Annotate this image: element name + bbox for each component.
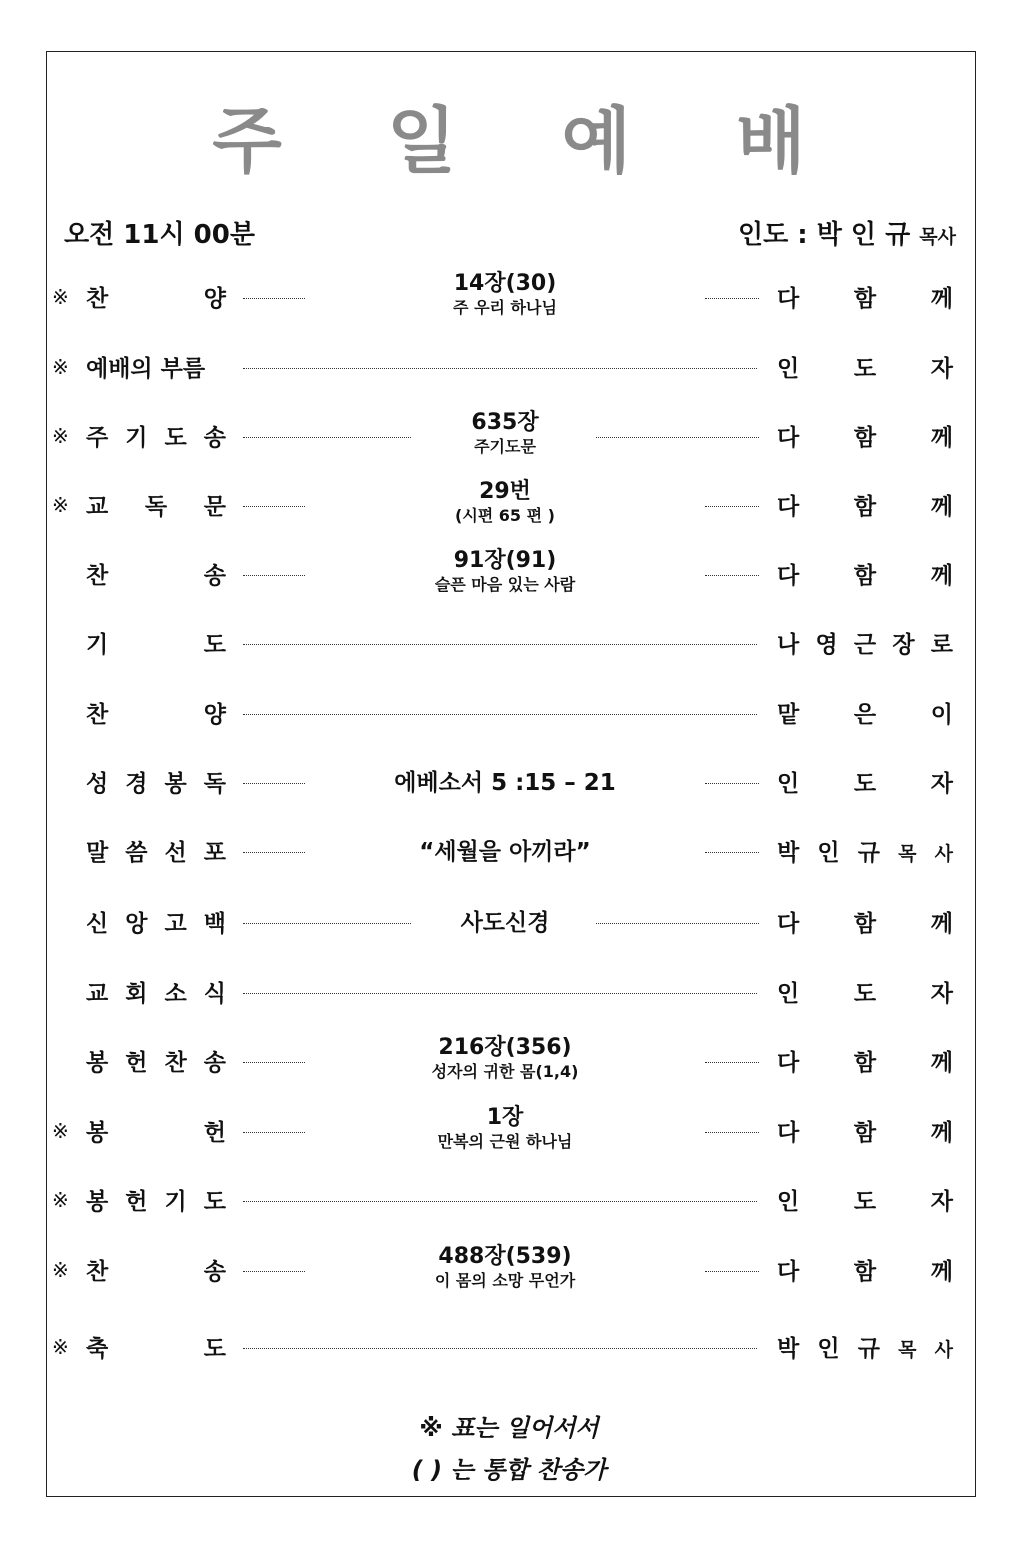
person-char: 함 bbox=[853, 425, 877, 451]
label-char: 고 bbox=[164, 911, 187, 937]
standing-mark: ※ bbox=[52, 1119, 69, 1143]
person-char: 박 bbox=[777, 840, 800, 866]
person-char: 함 bbox=[853, 494, 877, 520]
standing-mark: ※ bbox=[52, 1258, 69, 1282]
program-item-person bbox=[777, 280, 953, 313]
program-row bbox=[0, 614, 1018, 674]
dotted-leader bbox=[243, 298, 305, 299]
hymn-title: 슬픈 마음 있는 사람 bbox=[434, 575, 576, 594]
person-char: 다 bbox=[777, 1259, 800, 1285]
person-char: 자 bbox=[930, 981, 953, 1007]
program-item-detail bbox=[310, 755, 700, 811]
program-item-label bbox=[86, 975, 226, 1008]
person-char: 규 bbox=[857, 840, 880, 866]
person-char: 인 bbox=[817, 1336, 840, 1362]
leader-name: 박 인 규 bbox=[816, 220, 911, 250]
person-char: 다 bbox=[777, 425, 800, 451]
person-char: 자 bbox=[930, 1189, 953, 1215]
standing-mark: ※ bbox=[52, 424, 69, 448]
label-char: 백 bbox=[203, 911, 226, 937]
person-char: 함 bbox=[853, 286, 877, 312]
program-row bbox=[0, 1102, 1018, 1162]
program-item-person bbox=[777, 765, 953, 798]
dotted-leader bbox=[243, 1132, 305, 1133]
footnote-hymnal: ( ) 는 통합 찬송가 bbox=[411, 1456, 607, 1484]
dotted-leader bbox=[243, 783, 305, 784]
person-char: 께 bbox=[930, 911, 953, 937]
label-char: 양 bbox=[203, 286, 226, 312]
label-char: 찬 bbox=[86, 286, 109, 312]
person-char: 께 bbox=[930, 1259, 953, 1285]
program-row bbox=[0, 1318, 1018, 1378]
person-char: 로 bbox=[930, 632, 953, 658]
person-char: 영 bbox=[815, 632, 838, 658]
dotted-leader bbox=[705, 1271, 759, 1272]
dotted-leader bbox=[243, 1201, 757, 1202]
hymn-title: 주기도문 bbox=[474, 437, 536, 456]
program-item-detail bbox=[310, 409, 700, 457]
label-char: 소 bbox=[164, 981, 187, 1007]
dotted-leader bbox=[705, 783, 759, 784]
program-item-detail bbox=[310, 478, 700, 526]
label-char: 봉 bbox=[86, 1120, 109, 1146]
hymn-title: 만복의 근원 하나님 bbox=[437, 1132, 573, 1151]
standing-mark: ※ bbox=[52, 493, 69, 517]
program-row bbox=[0, 753, 1018, 813]
person-char: 도 bbox=[853, 981, 877, 1007]
dotted-leader bbox=[243, 852, 305, 853]
service-time: 오전 11시 00분 bbox=[64, 220, 255, 250]
dotted-leader bbox=[243, 368, 757, 369]
program-item-person bbox=[777, 696, 953, 729]
dotted-leader bbox=[243, 575, 305, 576]
person-char: 인 bbox=[777, 1189, 800, 1215]
label-char: 찬 bbox=[164, 1050, 187, 1076]
label-char: 회 bbox=[125, 981, 148, 1007]
dotted-leader bbox=[243, 1271, 305, 1272]
label-char: 도 bbox=[203, 1189, 226, 1215]
program-item-label bbox=[86, 350, 226, 383]
person-char: 나 bbox=[777, 632, 800, 658]
person-char: 께 bbox=[930, 286, 953, 312]
program-item-text: 에베소서 5 :15 – 21 bbox=[394, 770, 616, 796]
label-char: 독 bbox=[144, 494, 168, 520]
label-char: 주 bbox=[86, 425, 109, 451]
dotted-leader bbox=[705, 298, 759, 299]
program-item-detail bbox=[310, 270, 700, 318]
hymn-number: 1장 bbox=[486, 1105, 524, 1130]
label-char: 봉 bbox=[86, 1050, 109, 1076]
dotted-leader bbox=[243, 644, 757, 645]
person-char: 함 bbox=[853, 1259, 877, 1285]
label-char: 경 bbox=[125, 771, 148, 797]
label-char: 앙 bbox=[125, 911, 148, 937]
hymn-number: 29번 bbox=[479, 479, 531, 504]
person-char: 다 bbox=[777, 1050, 800, 1076]
label-char: 신 bbox=[86, 911, 109, 937]
leader-label: 인도 : bbox=[738, 220, 808, 250]
person-char: 사 bbox=[934, 843, 953, 865]
person-char: 맡 bbox=[777, 702, 800, 728]
program-item-person bbox=[777, 1253, 953, 1286]
program-item-person bbox=[777, 905, 953, 938]
label-char: 선 bbox=[164, 840, 187, 866]
person-char: 도 bbox=[853, 356, 877, 382]
dotted-leader bbox=[705, 852, 759, 853]
program-row bbox=[0, 476, 1018, 536]
person-char: 께 bbox=[930, 494, 953, 520]
program-item-detail bbox=[310, 895, 700, 951]
person-char: 도 bbox=[853, 771, 877, 797]
program-item-detail bbox=[310, 1243, 700, 1291]
label-char: 교 bbox=[86, 981, 109, 1007]
person-char: 인 bbox=[777, 771, 800, 797]
person-char: 사 bbox=[934, 1339, 953, 1361]
person-char: 도 bbox=[853, 1189, 877, 1215]
dotted-leader bbox=[705, 506, 759, 507]
program-row bbox=[0, 963, 1018, 1023]
label-char: 도 bbox=[164, 425, 187, 451]
dotted-leader bbox=[705, 1062, 759, 1063]
program-item-person bbox=[777, 1114, 953, 1147]
person-char: 규 bbox=[857, 1336, 880, 1362]
person-char: 함 bbox=[853, 1120, 877, 1146]
dotted-leader bbox=[243, 1348, 757, 1349]
program-row bbox=[0, 1171, 1018, 1231]
page-title: 주 일 예 배 bbox=[212, 99, 846, 183]
person-char: 함 bbox=[853, 563, 877, 589]
hymn-title: (시편 65 편 ) bbox=[455, 506, 555, 525]
label-char: 헌 bbox=[125, 1050, 148, 1076]
person-char: 박 bbox=[777, 1336, 800, 1362]
person-char: 다 bbox=[777, 494, 800, 520]
program-item-label bbox=[86, 488, 226, 521]
hymn-number: 216장(356) bbox=[438, 1035, 572, 1060]
program-item-label bbox=[86, 1114, 226, 1147]
person-char: 함 bbox=[853, 911, 877, 937]
program-item-detail bbox=[310, 824, 700, 880]
person-char: 목 bbox=[898, 843, 917, 865]
dotted-leader bbox=[243, 993, 757, 994]
program-row bbox=[0, 407, 1018, 467]
label-char: 씀 bbox=[125, 840, 148, 866]
hymn-number: 91장(91) bbox=[453, 548, 557, 573]
label-char: 성 bbox=[86, 771, 109, 797]
program-item-detail bbox=[310, 1104, 700, 1152]
label-char: 봉 bbox=[86, 1189, 109, 1215]
person-char: 다 bbox=[777, 1120, 800, 1146]
person-char: 다 bbox=[777, 911, 800, 937]
hymn-number: 14장(30) bbox=[453, 271, 557, 296]
label-char: 봉 bbox=[164, 771, 187, 797]
dotted-leader bbox=[705, 1132, 759, 1133]
label-char: 기 bbox=[86, 632, 109, 658]
person-char: 다 bbox=[777, 286, 800, 312]
program-item-label bbox=[86, 696, 226, 729]
person-char: 인 bbox=[777, 356, 800, 382]
label-char: 도 bbox=[203, 632, 226, 658]
dotted-leader bbox=[243, 714, 757, 715]
program-item-label bbox=[86, 280, 226, 313]
program-item-label bbox=[86, 626, 226, 659]
person-char: 자 bbox=[930, 771, 953, 797]
hymn-title: 이 몸의 소망 무언가 bbox=[434, 1271, 576, 1290]
program-item-person bbox=[777, 419, 953, 452]
standing-mark: ※ bbox=[52, 285, 69, 309]
program-item-person bbox=[777, 488, 953, 521]
hymn-number: 635장 bbox=[471, 410, 539, 435]
program-item-person bbox=[777, 626, 953, 659]
label-char: 교 bbox=[86, 494, 109, 520]
program-row bbox=[0, 684, 1018, 744]
program-item-detail bbox=[310, 547, 700, 595]
program-item-label bbox=[86, 1183, 226, 1216]
program-item-label bbox=[86, 557, 226, 590]
program-item-label bbox=[86, 1044, 226, 1077]
person-char: 목 bbox=[898, 1339, 917, 1361]
label-char: 축 bbox=[86, 1336, 109, 1362]
program-item-detail bbox=[310, 1034, 700, 1082]
program-item-person bbox=[777, 557, 953, 590]
standing-mark: ※ bbox=[52, 1188, 69, 1212]
dotted-leader bbox=[705, 575, 759, 576]
label-char: 도 bbox=[203, 1336, 226, 1362]
label-char: 기 bbox=[164, 1189, 187, 1215]
label-char: 송 bbox=[203, 425, 226, 451]
label-char: 찬 bbox=[86, 563, 109, 589]
person-char: 함 bbox=[853, 1050, 877, 1076]
label-char: 찬 bbox=[86, 1259, 109, 1285]
hymn-title: 성자의 귀한 몸(1,4) bbox=[431, 1062, 579, 1081]
label-char: 말 bbox=[86, 840, 109, 866]
label-char: 문 bbox=[203, 494, 226, 520]
program-item-person bbox=[777, 975, 953, 1008]
program-item-label bbox=[86, 1330, 226, 1363]
footnote-standing: ※ 표는 일어서서 bbox=[419, 1414, 599, 1442]
label-char: 양 bbox=[203, 702, 226, 728]
person-char: 은 bbox=[853, 702, 877, 728]
program-item-label bbox=[86, 905, 226, 938]
label-char: 송 bbox=[203, 1259, 226, 1285]
label-char: 포 bbox=[203, 840, 226, 866]
program-row bbox=[0, 338, 1018, 398]
person-char: 께 bbox=[930, 425, 953, 451]
label-char: 식 bbox=[203, 981, 226, 1007]
program-item-text: 사도신경 bbox=[460, 910, 550, 936]
program-item-label bbox=[86, 834, 226, 867]
label-char: 예배의 부름 bbox=[86, 356, 206, 382]
label-char: 헌 bbox=[125, 1189, 148, 1215]
dotted-leader bbox=[243, 1062, 305, 1063]
person-char: 자 bbox=[930, 356, 953, 382]
program-row bbox=[0, 1241, 1018, 1301]
person-char: 다 bbox=[777, 563, 800, 589]
service-leader bbox=[738, 214, 956, 251]
person-char: 이 bbox=[930, 702, 953, 728]
program-item-person bbox=[777, 834, 953, 867]
label-char: 헌 bbox=[203, 1120, 226, 1146]
label-char: 기 bbox=[125, 425, 148, 451]
label-char: 송 bbox=[203, 1050, 226, 1076]
leader-role: 목사 bbox=[919, 226, 956, 248]
program-item-person bbox=[777, 1330, 953, 1363]
label-char: 찬 bbox=[86, 702, 109, 728]
person-char: 근 bbox=[853, 632, 877, 658]
label-char: 독 bbox=[203, 771, 226, 797]
dotted-leader bbox=[243, 506, 305, 507]
program-item-label bbox=[86, 1253, 226, 1286]
program-item-person bbox=[777, 350, 953, 383]
label-char: 송 bbox=[203, 563, 226, 589]
program-item-label bbox=[86, 765, 226, 798]
person-char: 장 bbox=[892, 632, 915, 658]
program-row bbox=[0, 822, 1018, 882]
program-item-person bbox=[777, 1183, 953, 1216]
program-item-text: “세월을 아끼라” bbox=[419, 839, 591, 865]
person-char: 인 bbox=[817, 840, 840, 866]
program-row bbox=[0, 545, 1018, 605]
person-char: 께 bbox=[930, 563, 953, 589]
program-item-label bbox=[86, 419, 226, 452]
hymn-number: 488장(539) bbox=[438, 1244, 572, 1269]
standing-mark: ※ bbox=[52, 1335, 69, 1359]
standing-mark: ※ bbox=[52, 355, 69, 379]
hymn-title: 주 우리 하나님 bbox=[453, 298, 557, 317]
program-row bbox=[0, 893, 1018, 953]
person-char: 인 bbox=[777, 981, 800, 1007]
person-char: 께 bbox=[930, 1050, 953, 1076]
program-item-person bbox=[777, 1044, 953, 1077]
program-row bbox=[0, 1032, 1018, 1092]
program-row bbox=[0, 268, 1018, 328]
person-char: 께 bbox=[930, 1120, 953, 1146]
